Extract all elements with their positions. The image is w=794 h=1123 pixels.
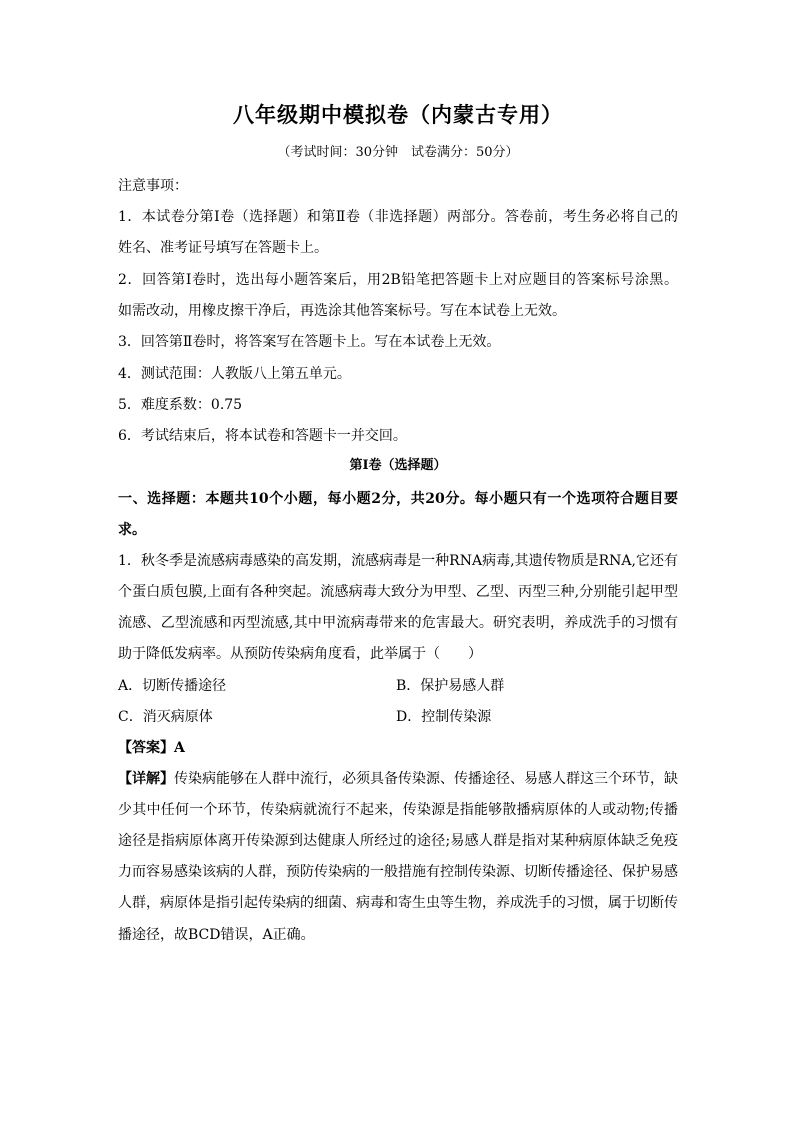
notice-line: 3．回答第Ⅱ卷时，将答案写在答题卡上。写在本试卷上无效。 <box>118 334 501 350</box>
part-heading: 一、选择题：本题共10个小题，每小题2分，共20分。每小题只有一个选项符合题目要 <box>118 491 678 507</box>
answer: 【答案】A <box>118 740 185 756</box>
option-row <box>118 707 678 727</box>
option-row <box>118 676 678 696</box>
notice-line: 如需改动，用橡皮擦干净后，再选涂其他答案标号。写在本试卷上无效。 <box>118 303 566 319</box>
option-b: B．保护易感人群 <box>396 678 505 694</box>
question-stem: 个蛋白质包膜,上面有各种突起。流感病毒大致分为甲型、乙型、丙型三种,分别能引起甲型 <box>118 584 678 600</box>
notice-line: 姓名、准考证号填写在答题卡上。 <box>118 240 328 256</box>
part-heading: 求。 <box>118 522 146 538</box>
analysis-line: 人群，病原体是指引起传染病的细菌、病毒和寄生虫等生物，养成洗手的习惯，属于切断传 <box>118 895 678 911</box>
option-c: C．消灭病原体 <box>118 709 213 725</box>
analysis-line <box>118 769 678 789</box>
notice-line: 5．难度系数：0.75 <box>118 397 243 413</box>
notice-line: 2．回答第Ⅰ卷时，选出每小题答案后，用2B铅笔把答题卡上对应题目的答案标号涂黑。 <box>118 272 678 288</box>
option-d: D．控制传染源 <box>396 709 492 725</box>
notice-line: 1．本试卷分第Ⅰ卷（选择题）和第Ⅱ卷（非选择题）两部分。答卷前，考生务必将自己的 <box>118 209 678 225</box>
question-stem: 助于降低发病率。从预防传染病角度看，此举属于（ ） <box>118 646 482 662</box>
analysis-line: 播途径，故BCD错误，A正确。 <box>118 927 315 943</box>
section-title: 第Ⅰ卷（选择题） <box>349 458 447 473</box>
question-stem: 流感、乙型流感和丙型流感,其中甲流病毒带来的危害最大。研究表明，养成洗手的习惯有 <box>118 615 678 631</box>
question-stem: 1．秋冬季是流感病毒感染的高发期，流感病毒是一种RNA病毒,其遗传物质是RNA,它还有 <box>118 553 678 569</box>
notice-line: 6．考试结束后，将本试卷和答题卡一并交回。 <box>118 428 407 444</box>
analysis-line: 力而容易感染该病的人群，预防传染病的一般措施有控制传染源、切断传播途径、保护易感 <box>118 864 678 880</box>
option-a: A．切断传播途径 <box>118 678 227 694</box>
notice-heading: 注意事项： <box>118 178 188 194</box>
notice-line: 4．测试范围：人教版八上第五单元。 <box>118 366 351 382</box>
analysis-text: 传染病能够在人群中流行，必须具备传染源、传播途径、易感人群这三个环节，缺 <box>174 771 678 787</box>
page-title: 八年级期中模拟卷（内蒙古专用） <box>233 102 563 127</box>
analysis-line: 少其中任何一个环节，传染病就流行不起来，传染源是指能够散播病原体的人或动物;传播 <box>118 802 678 818</box>
exam-info: （考试时间：30分钟 试卷满分：50分） <box>277 145 519 160</box>
analysis-label: 【详解】 <box>118 771 174 787</box>
analysis-line: 途径是指病原体离开传染源到达健康人所经过的途径;易感人群是指对某种病原体缺乏免疫 <box>118 833 678 849</box>
